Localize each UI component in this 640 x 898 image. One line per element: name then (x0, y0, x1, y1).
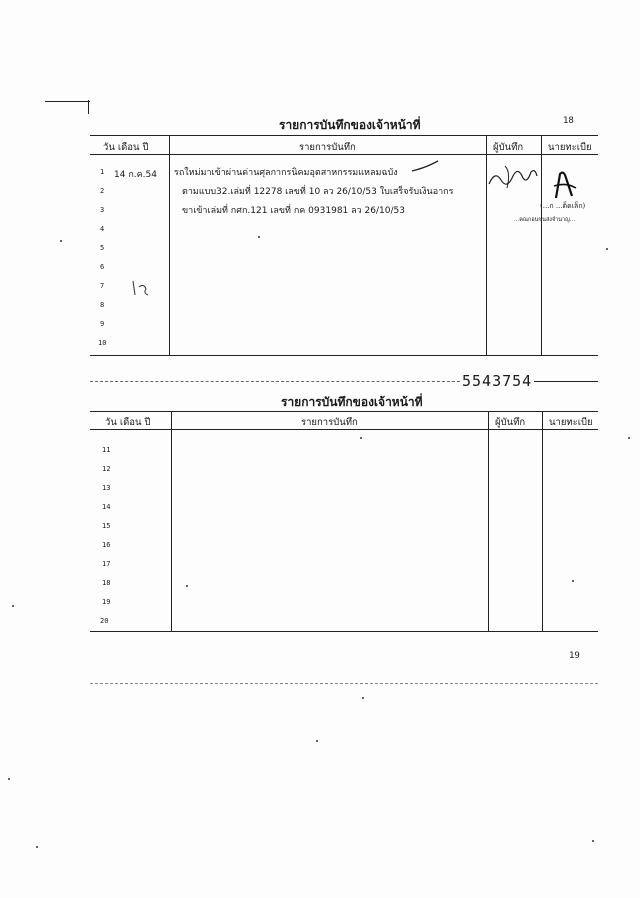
bottom-row-number: 17 (102, 560, 111, 568)
bottom-row-number: 15 (102, 522, 111, 530)
bottom-row-number: 14 (102, 503, 111, 511)
scan-speck (258, 236, 260, 238)
form-separator-dashed-line (90, 381, 460, 382)
scan-speck (8, 778, 10, 780)
bottom-col-divider-2 (488, 411, 489, 631)
top-header-record: รายการบันทึก (299, 142, 356, 153)
scan-speck (12, 605, 14, 607)
top-row-number: 4 (100, 225, 105, 233)
bottom-table-bottom-rule (90, 631, 598, 632)
top-row-number: 2 (100, 187, 105, 195)
top-row-number: 10 (98, 339, 107, 347)
scan-speck (36, 846, 38, 848)
top-form-title: รายการบันทึกของเจ้าหน้าที่ (279, 118, 421, 132)
top-corner-line (45, 101, 90, 102)
checkmark-icon (410, 159, 442, 175)
top-row-number: 8 (100, 301, 105, 309)
bottom-row-number: 19 (102, 598, 111, 606)
recorder-signature-icon (485, 162, 541, 192)
scan-speck (628, 437, 630, 439)
bottom-row-number: 18 (102, 579, 111, 587)
top-col-divider-1 (169, 135, 170, 355)
bottom-header-registrar: นายทะเบีย (549, 417, 593, 428)
bottom-row-number: 11 (102, 446, 111, 454)
bottom-row-number: 20 (100, 617, 109, 625)
top-row-number: 9 (100, 320, 105, 328)
bottom-header-date: วัน เดือน ปี (105, 417, 151, 428)
top-row-number: 5 (100, 244, 105, 252)
top-col-divider-3 (541, 135, 542, 355)
scan-speck (572, 580, 574, 582)
handwritten-mark-icon (130, 279, 152, 299)
bottom-dashed-line (90, 683, 598, 684)
bottom-row-number: 13 (102, 484, 111, 492)
entry-line-3: ขาเข้าเล่มที่ กศก.121 เลขที่ กค 0931981 ลว 26/10/53 (182, 206, 405, 216)
entry-date: 14 ก.ค.54 (114, 170, 157, 180)
bottom-header-top-rule (90, 411, 598, 412)
top-row-number: 1 (100, 168, 105, 176)
bottom-header-record: รายการบันทึก (301, 417, 358, 428)
scan-speck (316, 740, 318, 742)
scan-speck (60, 240, 62, 242)
registrar-signature-icon (546, 168, 580, 202)
top-corner-tick (88, 100, 89, 114)
separator-tail-line (534, 381, 598, 382)
signature-name-note: (...ก ...ต็ดเล็ก) (540, 202, 586, 210)
bottom-form-title: รายการบันทึกของเจ้าหน้าที่ (281, 395, 423, 409)
entry-line-2: ตามแบบ32.เล่มที่ 12278 เลขที่ 10 ลว 26/10/53 ใบเสร็จรับเงินอากร (182, 187, 454, 197)
separator-number: 5543754 (462, 372, 533, 390)
top-header-registrar: นายทะเบีย (548, 142, 592, 153)
bottom-page-number: 19 (569, 651, 580, 661)
top-row-number: 3 (100, 206, 105, 214)
scan-speck (606, 248, 608, 250)
position-note: ...คณกอนขนส่งจำนาญ... (514, 217, 576, 223)
entry-line-1: รถใหม่มาเข้าผ่านด่านศุลกากรนิคมอุตสาหกรรมแหลมฉบัง (174, 168, 398, 178)
top-row-number: 6 (100, 263, 105, 271)
scan-speck (186, 585, 188, 587)
bottom-col-divider-3 (542, 411, 543, 631)
top-header-date: วัน เดือน ปี (103, 142, 149, 153)
scan-speck (592, 840, 594, 842)
scan-speck (360, 437, 362, 439)
top-table-bottom-rule (90, 355, 598, 356)
scan-speck (362, 697, 364, 699)
top-header-top-rule (90, 135, 598, 136)
bottom-row-number: 12 (102, 465, 111, 473)
top-header-recorder: ผู้บันทึก (493, 142, 524, 153)
bottom-col-divider-1 (171, 411, 172, 631)
bottom-header-recorder: ผู้บันทึก (495, 417, 526, 428)
top-row-number: 7 (100, 282, 105, 290)
bottom-row-number: 16 (102, 541, 111, 549)
top-page-number: 18 (563, 116, 574, 126)
